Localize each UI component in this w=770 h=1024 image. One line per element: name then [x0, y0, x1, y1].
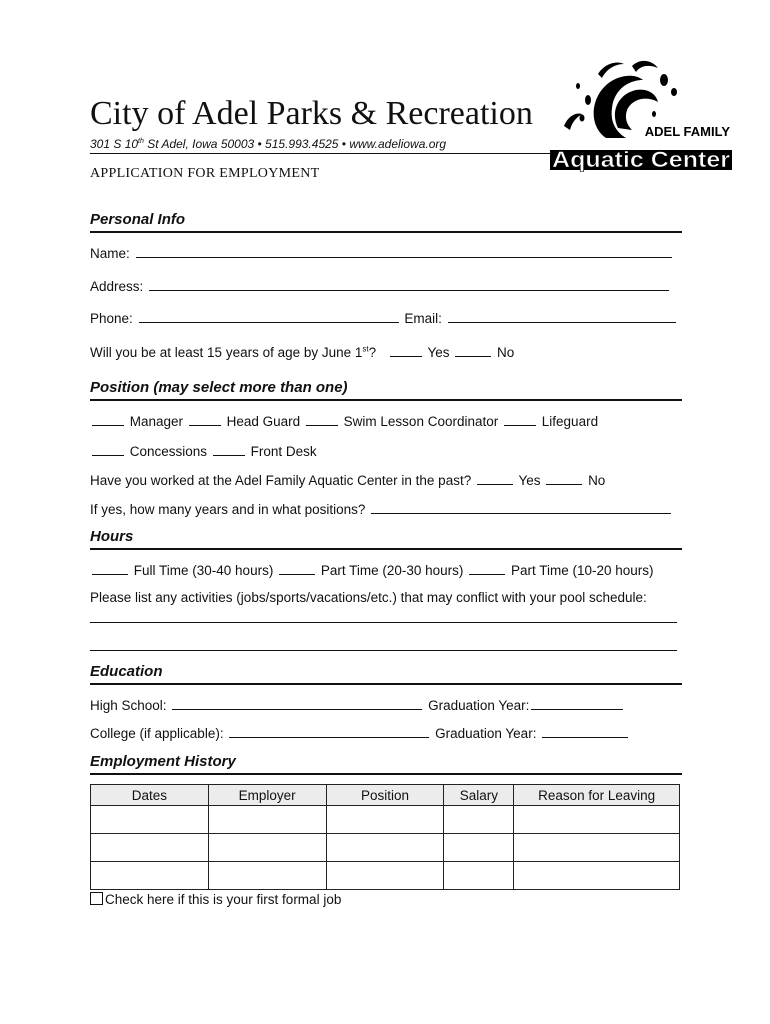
section-education-heading: Education: [90, 663, 163, 680]
table-cell[interactable]: [326, 806, 444, 834]
application-title: APPLICATION FOR EMPLOYMENT: [90, 166, 320, 181]
swim-coordinator-label: Swim Lesson Coordinator: [343, 414, 499, 429]
table-cell[interactable]: [91, 862, 209, 890]
table-cell[interactable]: [208, 862, 326, 890]
concessions-field[interactable]: [92, 443, 124, 456]
name-row: [90, 245, 674, 261]
column-header-position: Position: [326, 785, 444, 806]
section-divider: [90, 683, 682, 685]
full-time-label: Full Time (30-40 hours): [133, 563, 274, 578]
lifeguard-label: Lifeguard: [541, 414, 599, 429]
table-row: [91, 862, 680, 890]
front-desk-label: Front Desk: [250, 444, 317, 459]
table-cell[interactable]: [514, 862, 680, 890]
name-label: Name:: [90, 246, 130, 261]
address-field[interactable]: [149, 278, 669, 291]
years-question: If yes, how many years and in what positions?: [90, 502, 366, 517]
email-field[interactable]: [448, 310, 676, 323]
college-row: [90, 725, 630, 741]
address-row: [90, 278, 671, 294]
phone-label: Phone:: [90, 311, 133, 326]
table-cell[interactable]: [208, 834, 326, 862]
head-guard-field[interactable]: [189, 413, 221, 426]
conflict-question: Please list any activities (jobs/sports/vacations/etc.) that may conflict with your pool schedule:: [90, 590, 647, 605]
hs-graduation-label: Graduation Year:: [428, 698, 530, 713]
years-positions-row: [90, 501, 673, 517]
section-divider: [90, 773, 682, 775]
table-cell[interactable]: [91, 834, 209, 862]
first-job-label: Check here if this is your first formal job: [105, 892, 342, 907]
part-time-label: Part Time (20-30 hours): [320, 563, 464, 578]
column-header-salary: Salary: [444, 785, 514, 806]
college-field[interactable]: [229, 725, 429, 738]
part-time-field[interactable]: [279, 562, 315, 575]
age-yes-label: Yes: [427, 345, 450, 360]
phone-email-row: [90, 310, 678, 326]
position-row-2: [90, 443, 317, 459]
table-cell[interactable]: [91, 806, 209, 834]
table-row: [91, 834, 680, 862]
aquatic-center-logo: [548, 56, 738, 176]
column-header-reason: Reason for Leaving: [514, 785, 680, 806]
email-label: Email:: [404, 311, 442, 326]
worked-no-field[interactable]: [546, 472, 582, 485]
full-time-field[interactable]: [92, 562, 128, 575]
lifeguard-field[interactable]: [504, 413, 536, 426]
position-row-1: [90, 413, 598, 429]
worked-no-label: No: [588, 473, 606, 488]
address-label: Address:: [90, 279, 144, 294]
phone-field[interactable]: [139, 310, 399, 323]
section-personal-heading: Personal Info: [90, 211, 186, 228]
table-cell[interactable]: [444, 834, 514, 862]
section-divider: [90, 399, 682, 401]
employment-history-table: [90, 784, 680, 890]
worked-yes-field[interactable]: [477, 472, 513, 485]
age-question: Will you be at least 15 years of age by June 1st?: [90, 344, 377, 360]
manager-label: Manager: [129, 414, 184, 429]
swim-coordinator-field[interactable]: [306, 413, 338, 426]
high-school-row: [90, 697, 625, 713]
conflict-field-line-2[interactable]: [90, 650, 677, 651]
section-position-heading: Position (may select more than one): [90, 379, 348, 396]
address-line: 301 S 10th St Adel, Iowa 50003 • 515.993.4525 • www.adeliowa.org: [90, 137, 447, 151]
manager-field[interactable]: [92, 413, 124, 426]
age-yes-field[interactable]: [390, 344, 422, 357]
age-no-label: No: [497, 345, 515, 360]
name-field[interactable]: [136, 245, 672, 258]
head-guard-label: Head Guard: [226, 414, 301, 429]
first-job-checkbox[interactable]: [90, 892, 103, 905]
worked-yes-label: Yes: [518, 473, 541, 488]
part-time-2-field[interactable]: [469, 562, 505, 575]
logo-line2: Aquatic Center: [552, 147, 731, 172]
table-row: [91, 806, 680, 834]
section-divider: [90, 548, 682, 550]
table-cell[interactable]: [326, 862, 444, 890]
table-cell[interactable]: [326, 834, 444, 862]
section-divider: [90, 231, 682, 233]
part-time-2-label: Part Time (10-20 hours): [510, 563, 654, 578]
column-header-employer: Employer: [208, 785, 326, 806]
table-cell[interactable]: [514, 834, 680, 862]
column-header-dates: Dates: [91, 785, 209, 806]
table-cell[interactable]: [208, 806, 326, 834]
section-hours-heading: Hours: [90, 528, 134, 545]
concessions-label: Concessions: [129, 444, 208, 459]
conflict-field-line-1[interactable]: [90, 622, 677, 623]
age-question-row: [90, 344, 514, 360]
front-desk-field[interactable]: [213, 443, 245, 456]
high-school-label: High School:: [90, 698, 167, 713]
title-divider: [90, 153, 550, 154]
page-title: City of Adel Parks & Recreation: [90, 95, 533, 132]
logo-line1: ADEL FAMILY: [644, 124, 730, 139]
table-cell[interactable]: [514, 806, 680, 834]
table-cell[interactable]: [444, 806, 514, 834]
hs-graduation-field[interactable]: [531, 697, 623, 710]
years-positions-field[interactable]: [371, 501, 671, 514]
section-employment-heading: Employment History: [90, 753, 236, 770]
worked-before-row: [90, 472, 605, 488]
college-label: College (if applicable):: [90, 726, 224, 741]
hours-row: [90, 562, 654, 578]
table-header-row: [91, 785, 680, 806]
college-graduation-label: Graduation Year:: [435, 726, 537, 741]
first-job-row: [90, 892, 341, 907]
worked-question: Have you worked at the Adel Family Aquatic Center in the past?: [90, 473, 472, 488]
table-cell[interactable]: [444, 862, 514, 890]
age-no-field[interactable]: [455, 344, 491, 357]
college-graduation-field[interactable]: [542, 725, 628, 738]
high-school-field[interactable]: [172, 697, 422, 710]
